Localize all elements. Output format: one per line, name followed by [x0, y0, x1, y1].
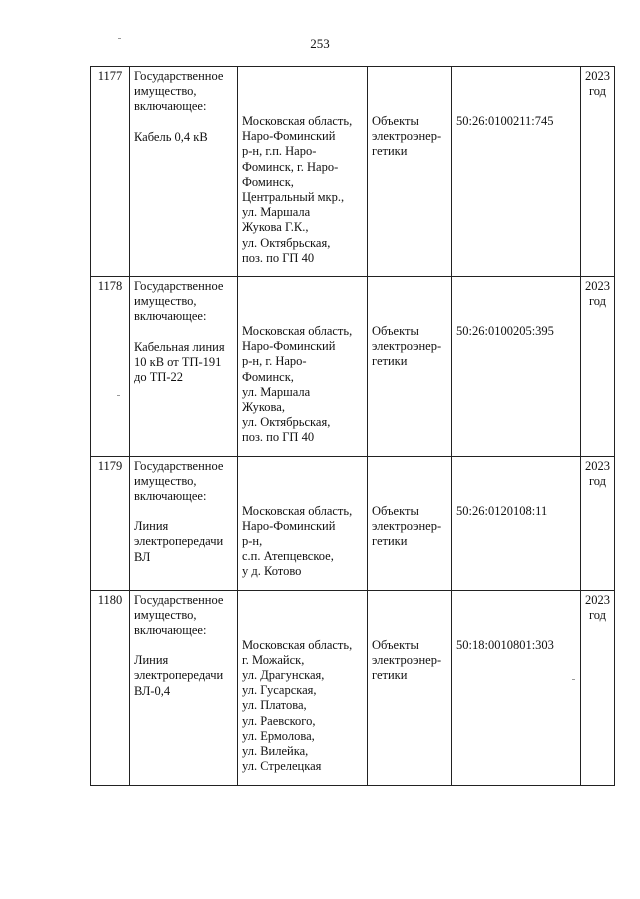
row-number-cell: 1177	[91, 67, 130, 277]
address-line: ул. Драгунская,	[242, 668, 325, 683]
object-name-cell	[130, 277, 238, 457]
category-line: гетики	[372, 668, 408, 683]
cadastral-number: 50:26:0100205:395	[456, 324, 554, 339]
address-spacer	[242, 459, 363, 504]
year-cell: 2023 год	[581, 67, 615, 277]
category-line: электроэнер-	[372, 652, 442, 667]
address-line: Наро-Фоминский	[242, 518, 336, 533]
cadastral-cell	[452, 456, 581, 590]
category-cell	[368, 456, 452, 590]
address-line: р-н, г.п. Наро-	[242, 144, 317, 159]
address-cell	[238, 590, 368, 785]
address-line: Фоминск,	[242, 369, 294, 384]
owner-label: Государственное имущество, включающее:	[134, 279, 224, 324]
cadastral-spacer	[456, 279, 576, 324]
address-line: ул. Октябрьская,	[242, 415, 331, 430]
address-line: ул. Ермолова,	[242, 728, 315, 743]
scan-speck	[572, 679, 575, 680]
category-cell	[368, 67, 452, 277]
table-row	[91, 590, 615, 785]
registry-table	[90, 66, 615, 786]
address-line: ул. Маршала	[242, 384, 311, 399]
address-line: Жукова,	[242, 400, 285, 415]
address-line: ул. Вилейка,	[242, 744, 309, 759]
address-line: Центральный мкр.,	[242, 190, 345, 205]
address-line: р-н, г. Наро-	[242, 354, 307, 369]
category-line: Объекты	[372, 114, 419, 128]
category-cell	[368, 277, 452, 457]
cadastral-spacer	[456, 593, 576, 638]
address-spacer	[242, 279, 363, 324]
address-line: Жукова Г.К.,	[242, 220, 309, 235]
cadastral-number: 50:26:0120108:11	[456, 503, 548, 518]
address-line: ул. Раевского,	[242, 713, 316, 728]
address-line: ул. Октябрьская,	[242, 235, 331, 250]
year-cell: 2023 год	[581, 456, 615, 590]
cadastral-number: 50:18:0010801:303	[456, 637, 554, 652]
object-name: Кабель 0,4 кВ	[134, 129, 208, 144]
address-line: у д. Котово	[242, 564, 302, 579]
object-name: Линия электропередачи ВЛ	[134, 519, 224, 564]
category-line: гетики	[372, 534, 408, 549]
cadastral-number: 50:26:0100211:745	[456, 114, 554, 128]
category-spacer	[372, 459, 447, 504]
address-line: г. Можайск,	[242, 652, 305, 667]
owner-label: Государственное имущество, включающее:	[134, 458, 224, 504]
category-spacer	[372, 279, 447, 324]
cadastral-cell	[452, 277, 581, 457]
page-number: 253	[310, 36, 330, 51]
category-spacer	[372, 593, 447, 638]
address-line: Московская область,	[242, 503, 353, 518]
category-line: Объекты	[372, 637, 419, 652]
category-line: Объекты	[372, 324, 419, 339]
owner-label: Государственное имущество, включающее:	[134, 592, 224, 638]
table-row	[91, 277, 615, 457]
object-name-cell	[130, 590, 238, 785]
owner-label: Государственное имущество, включающее:	[134, 69, 224, 114]
object-name: Кабельная линия 10 кВ от ТП-191 до ТП-22	[134, 339, 225, 385]
address-line: ул. Стрелецкая	[242, 759, 322, 774]
scan-speck	[117, 395, 120, 396]
address-line: Московская область,	[242, 114, 353, 128]
address-line: Московская область,	[242, 637, 353, 652]
address-cell	[238, 456, 368, 590]
category-line: гетики	[372, 354, 408, 369]
cadastral-spacer	[456, 69, 576, 114]
address-line: Московская область,	[242, 324, 353, 339]
scan-speck	[118, 38, 121, 39]
address-cell	[238, 67, 368, 277]
table-row	[91, 456, 615, 590]
address-line: ул. Гусарская,	[242, 683, 317, 698]
row-number-cell: 1179	[91, 456, 130, 590]
address-line: поз. по ГП 40	[242, 430, 315, 445]
table-row	[91, 67, 615, 277]
address-line: ул. Маршала	[242, 205, 311, 220]
object-name-cell	[130, 67, 238, 277]
object-name: Линия электропередачи ВЛ-0,4	[134, 653, 224, 698]
address-line: Наро-Фоминский	[242, 129, 336, 144]
cadastral-spacer	[456, 459, 576, 504]
cadastral-cell	[452, 67, 581, 277]
address-line: Фоминск,	[242, 174, 294, 189]
row-number-cell: 1178	[91, 277, 130, 457]
category-cell	[368, 590, 452, 785]
address-cell	[238, 277, 368, 457]
address-line: ул. Платова,	[242, 698, 307, 713]
address-spacer	[242, 593, 363, 638]
category-line: Объекты	[372, 503, 419, 518]
category-line: электроэнер-	[372, 129, 442, 144]
year-cell: 2023 год	[581, 277, 615, 457]
category-line: электроэнер-	[372, 339, 442, 354]
address-line: поз. по ГП 40	[242, 250, 315, 265]
address-spacer	[242, 69, 363, 114]
address-line: р-н,	[242, 534, 263, 549]
row-number-cell: 1180	[91, 590, 130, 785]
category-line: гетики	[372, 144, 408, 159]
cadastral-cell	[452, 590, 581, 785]
address-line: Фоминск, г. Наро-	[242, 159, 339, 174]
category-line: электроэнер-	[372, 518, 442, 533]
category-spacer	[372, 69, 447, 114]
object-name-cell	[130, 456, 238, 590]
address-line: с.п. Атепцевское,	[242, 549, 334, 564]
year-cell: 2023 год	[581, 590, 615, 785]
address-line: Наро-Фоминский	[242, 339, 336, 354]
